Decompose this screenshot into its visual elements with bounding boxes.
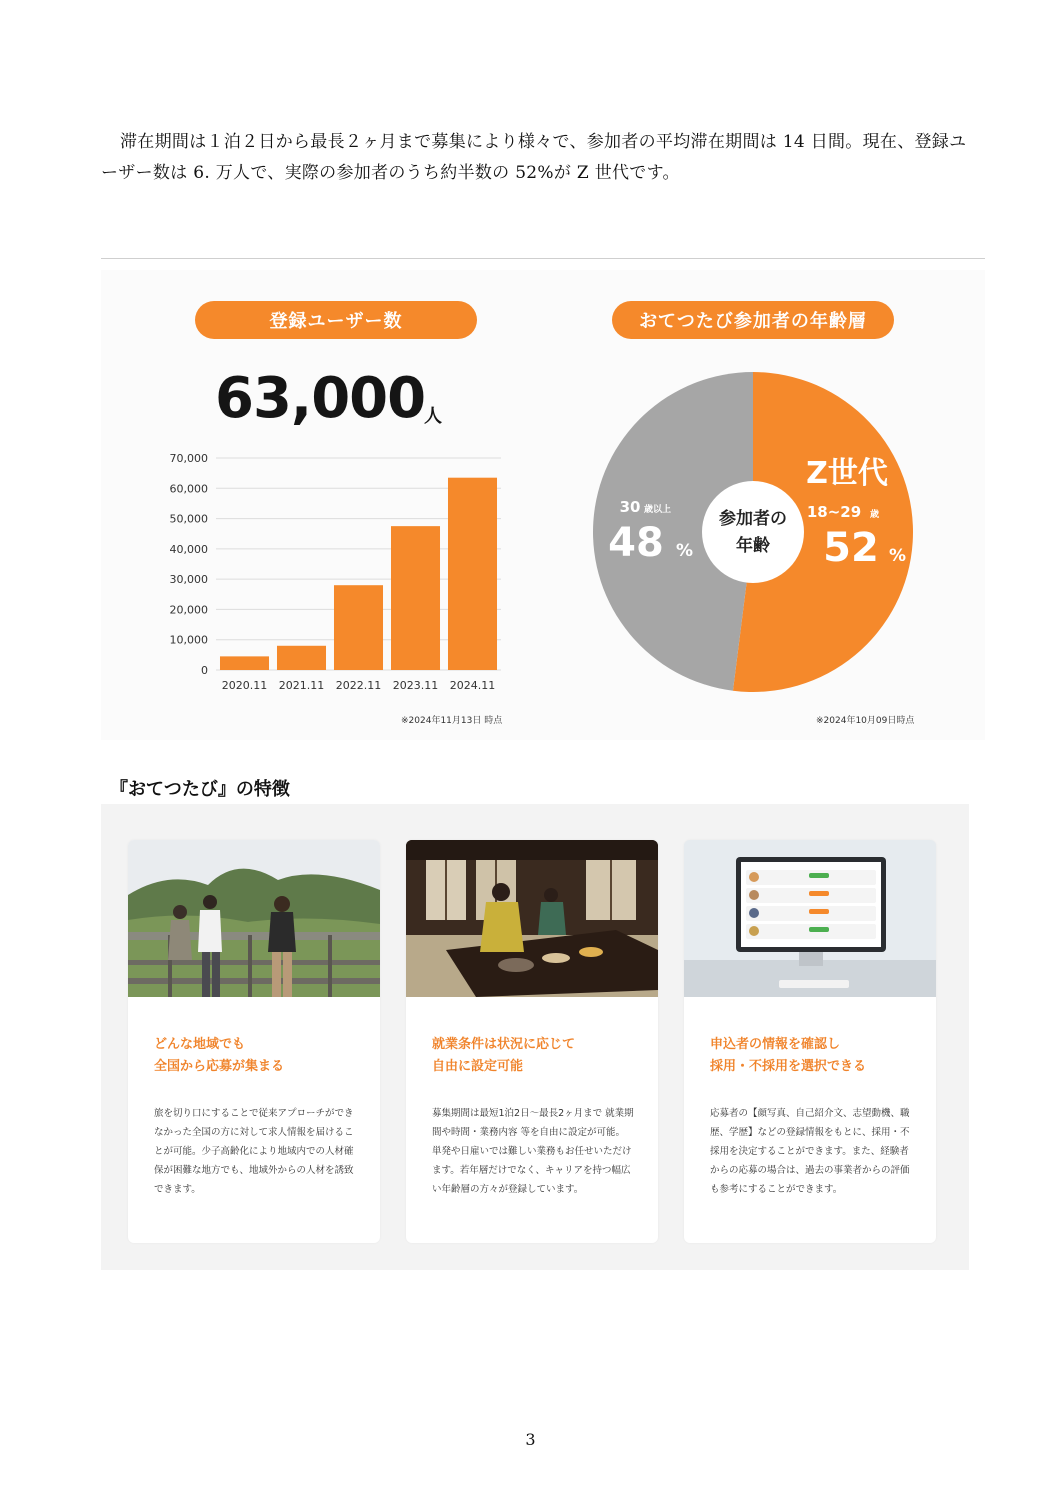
feature-card-3 (684, 840, 936, 1243)
older-percent: % (676, 541, 694, 561)
computer-monitor-photo (684, 840, 936, 997)
y-tick-label: 20,000 (169, 603, 208, 617)
y-tick-label: 60,000 (169, 482, 208, 496)
age-group-pie-chart (581, 360, 941, 700)
intro-paragraph: 滞在期間は１泊２日から最長２ヶ月まで募集により様々で、参加者の平均滞在期間は 14 日間。現在、登録ユーザー数は 6. 万人で、実際の参加者のうち約半数の 52%が Z 世代です。 (101, 132, 967, 183)
bar (448, 478, 497, 670)
pie-center-hole (702, 481, 804, 583)
statistics-infographic (101, 270, 985, 740)
bar (391, 526, 440, 670)
registered-users-note: ※2024年11月13日 時点 (401, 716, 503, 726)
features-section (101, 804, 969, 1270)
section-divider (101, 258, 985, 259)
registered-users-pill: 登録ユーザー数 (195, 301, 477, 339)
feature-card-1 (128, 840, 380, 1243)
feature-card-3-title: 申込者の情報を確認し 採用・不採用を選択できる (710, 1037, 867, 1074)
x-tick-label: 2021.11 (278, 679, 325, 692)
feature-card-2-title: 就業条件は状況に応じて 自由に設定可能 (432, 1037, 576, 1074)
page-number: 3 (525, 1430, 536, 1449)
feature-card-1-body: 旅を切り口にすることで従来アプローチができなかった全国の方に対して求人情報を届けることが可能。少子高齢化により地域内での人材確保が困難な地方でも、地域外からの人材を誘致できます。 (154, 1108, 354, 1195)
registered-users-number: 63,000 (215, 366, 426, 431)
y-tick-label: 50,000 (169, 512, 208, 526)
x-tick-label: 2023.11 (392, 679, 439, 692)
gen-z-value: 52 (823, 525, 879, 571)
feature-card-1-title: どんな地域でも 全国から応募が集まる (154, 1037, 285, 1074)
feature-card-3-body: 応募者の【顔写真、自己紹介文、志望動機、職歴、学歴】などの登録情報をもとに、採用・不採用を決定することができます。また、経験者からの応募の場合は、過去の事業者からの評価も参考にすることができます。 (710, 1108, 910, 1195)
rural-landscape-photo (128, 840, 380, 997)
registered-users-bar-chart (141, 440, 521, 700)
feature-card-2 (406, 840, 658, 1243)
y-tick-label: 70,000 (169, 452, 208, 465)
gen-z-range: 18~29 (806, 503, 862, 521)
gen-z-title: Z世代 (806, 456, 888, 491)
x-tick-label: 2020.11 (221, 679, 268, 692)
x-tick-label: 2024.11 (449, 679, 496, 692)
age-group-pill: おてつたび参加者の年齢層 (612, 301, 894, 339)
age-group-note: ※2024年10月09日時点 (816, 716, 915, 726)
y-tick-label: 30,000 (169, 573, 208, 587)
x-tick-label: 2022.11 (335, 679, 382, 692)
y-tick-label: 0 (201, 664, 208, 677)
feature-card-2-body: 募集期間は最短1泊2日〜最長2ヶ月まで 就業期間や時間・業務内容 等を自由に設定が可能。単発や日雇いでは難しい業務もお任せいただけます。若年層だけでなく、キャリアを持つ幅広い年齢層の方々が登録しています。 (432, 1108, 634, 1195)
features-heading: 『おてつたび』の特徴 (110, 779, 290, 800)
y-tick-label: 40,000 (169, 542, 208, 556)
older-range: 30 (619, 498, 641, 516)
center-label-line2: 年齢 (736, 536, 770, 556)
registered-users-unit: 人 (424, 406, 442, 427)
gen-z-range-unit: 歳 (870, 510, 880, 520)
bar (220, 656, 269, 670)
bar (334, 585, 383, 670)
restaurant-work-photo (406, 840, 658, 997)
y-tick-label: 10,000 (169, 633, 208, 647)
center-label-line1: 参加者の (719, 509, 787, 529)
older-value: 48 (608, 520, 664, 566)
gen-z-percent: % (889, 546, 907, 566)
older-range-unit: 歳以上 (644, 505, 672, 515)
bar (277, 646, 326, 670)
